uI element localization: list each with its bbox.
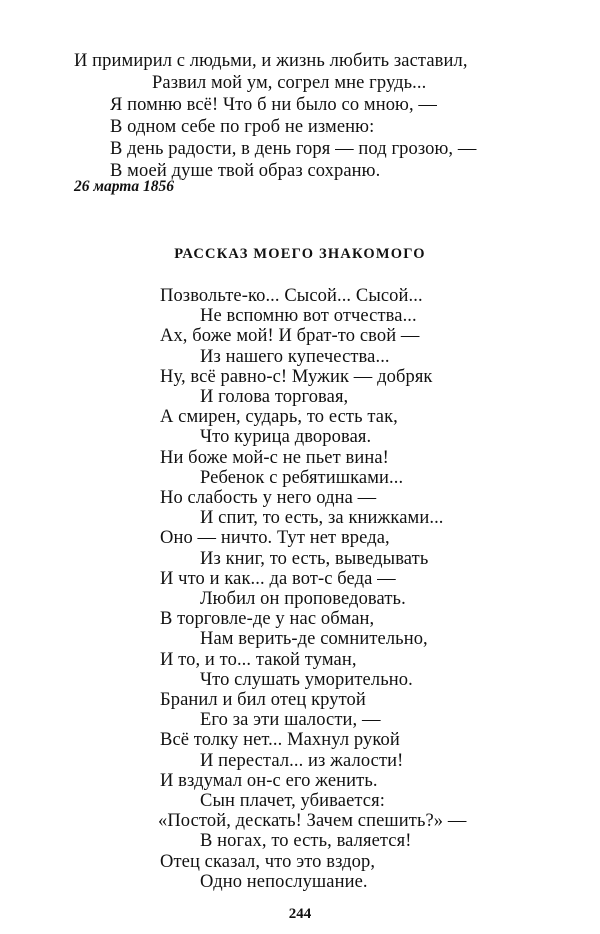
verse-line: И голова торговая, xyxy=(200,387,349,407)
verse-line: Его за эти шалости, — xyxy=(200,710,381,731)
verse-line: Любил он проповедовать. xyxy=(200,589,406,609)
verse-line: И что и как... да вот-с беда — xyxy=(160,568,396,589)
verse-line: И вздумал он-с его женить. xyxy=(160,770,378,791)
verse-line: «Постой, дескать! Зачем спешить?» — xyxy=(158,811,467,832)
verse-line: В ногах, то есть, валяется! xyxy=(200,831,412,852)
verse-line: И примирил с людьми, и жизнь любить заставил, xyxy=(74,51,468,71)
verse-line: И то, и то... такой туман, xyxy=(160,649,357,670)
verse-line: Позвольте-ко... Сысой... Сысой... xyxy=(160,286,423,306)
verse-line: А смирен, сударь, то есть так, xyxy=(160,407,398,428)
verse-line: Из нашего купечества... xyxy=(200,346,390,367)
verse-line: Бранил и бил отец крутой xyxy=(160,690,366,710)
verse-line: В моей душе твой образ сохраню. xyxy=(110,161,381,181)
page-number: 244 xyxy=(288,906,312,922)
verse-line: Всё толку нет... Махнул рукой xyxy=(160,730,400,751)
verse-line: Сын плачет, убивается: xyxy=(200,791,385,811)
verse-line: Не вспомню вот отчества... xyxy=(200,306,417,327)
verse-line: В день радости, в день горя — под грозою, — xyxy=(110,139,477,159)
poem-date: 26 марта 1856 xyxy=(74,178,174,195)
verse-line: Ребенок с ребятишками... xyxy=(200,467,404,488)
verse-line: И спит, то есть, за книжками... xyxy=(200,508,444,529)
verse-line: Из книг, то есть, выведывать xyxy=(200,548,429,569)
verse-line: Развил мой ум, согрел мне грудь... xyxy=(152,73,427,93)
verse-line: И перестал... из жалости! xyxy=(200,750,404,771)
verse-line: Что слушать уморительно. xyxy=(200,669,413,690)
verse-line: В одном себе по гроб не изменю: xyxy=(110,117,375,137)
verse-line: Нам верить-де сомнительно, xyxy=(200,629,428,650)
verse-line: Я помню всё! Что б ни было со мною, — xyxy=(110,95,438,115)
verse-line: Ах, боже мой! И брат-то свой — xyxy=(160,326,420,347)
verse-line: Ни боже мой-с не пьет вина! xyxy=(160,447,389,468)
verse-line: Ну, всё равно-с! Мужик — добряк xyxy=(160,366,433,387)
verse-line: Отец сказал, что это вздор, xyxy=(160,851,376,872)
verse-line: Одно непослушание. xyxy=(200,871,368,892)
verse-line: Но слабость у него одна — xyxy=(160,488,377,508)
poem-title: РАССКАЗ МОЕГО ЗНАКОМОГО xyxy=(174,246,426,262)
verse-line: В торговле-де у нас обман, xyxy=(160,609,375,630)
verse-line: Что курица дворовая. xyxy=(200,427,372,448)
verse-line: Оно — ничто. Тут нет вреда, xyxy=(160,528,390,549)
